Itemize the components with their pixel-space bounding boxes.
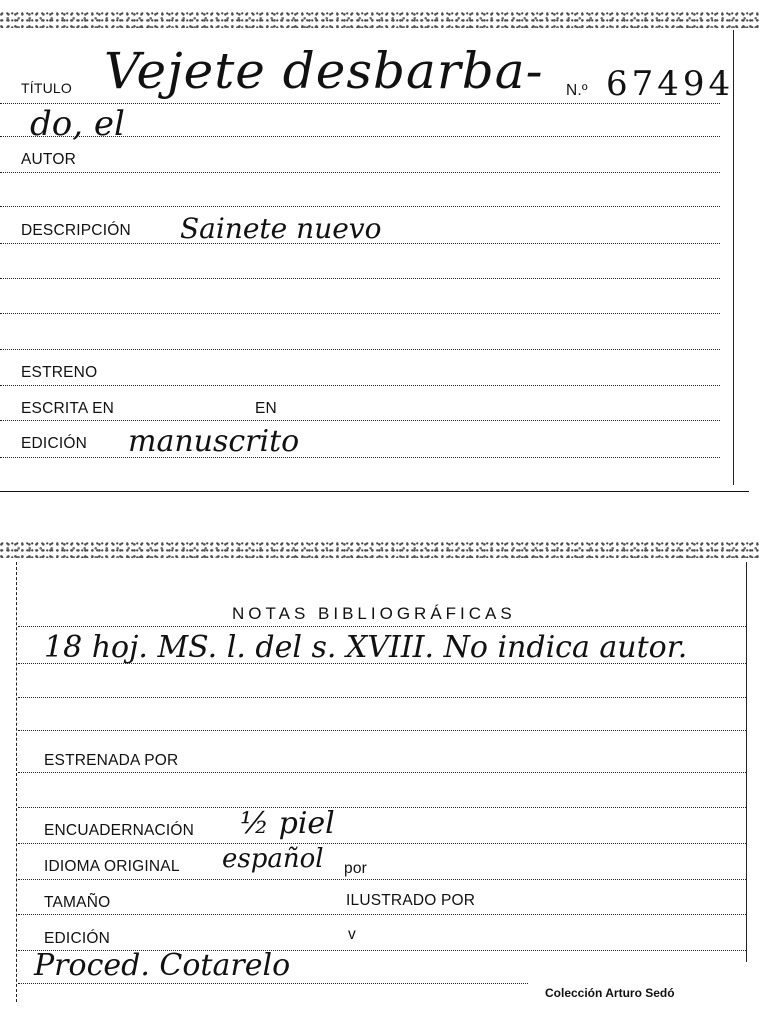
por-label: por bbox=[344, 860, 368, 877]
en-label: EN bbox=[255, 400, 277, 417]
card-bottom-edge bbox=[0, 491, 749, 492]
titulo-handwritten: Vejete desbarba- bbox=[104, 42, 544, 100]
notas-rule-3 bbox=[18, 730, 746, 731]
heading-rule bbox=[18, 626, 746, 627]
torn-edge-top bbox=[0, 12, 759, 28]
encuadernacion-label: ENCUADERNACIÓN bbox=[44, 822, 195, 839]
estrenada-por-label: ESTRENADA POR bbox=[44, 752, 179, 769]
numero-label: N.º bbox=[566, 82, 588, 99]
estrenada-rule bbox=[18, 772, 746, 773]
bottom-catalog-card bbox=[0, 540, 759, 1028]
numero-handwritten: 67494 bbox=[606, 64, 735, 104]
edicion-label: EDICIÓN bbox=[21, 435, 87, 452]
blank-rule-2 bbox=[0, 278, 720, 279]
procedencia-rule bbox=[18, 983, 528, 984]
continuation-rule bbox=[0, 136, 720, 137]
top-catalog-card bbox=[0, 0, 759, 492]
titulo-continuation-handwritten: do, el bbox=[30, 104, 125, 144]
v-label: v bbox=[348, 926, 356, 943]
notas-rule-2 bbox=[18, 697, 746, 698]
ilustrado-por-label: ILUSTRADO POR bbox=[346, 892, 476, 909]
blank-rule-4 bbox=[0, 349, 720, 350]
tamano-label: TAMAÑO bbox=[44, 894, 111, 911]
descripcion-handwritten: Sainete nuevo bbox=[180, 212, 382, 245]
torn-edge-bottom bbox=[0, 542, 759, 558]
blank-rule-5 bbox=[18, 807, 746, 808]
encuadernacion-rule bbox=[18, 843, 746, 844]
escrita-rule bbox=[0, 420, 720, 421]
notas-rule-1 bbox=[18, 663, 746, 664]
estreno-rule bbox=[0, 385, 720, 386]
edicion-rule bbox=[0, 457, 720, 458]
notas-handwritten: 18 hoj. MS. l. del s. XVIII. No indica autor. bbox=[44, 630, 688, 665]
edicion-label-bottom: EDICIÓN bbox=[44, 930, 110, 947]
blank-rule-3 bbox=[0, 313, 720, 314]
idioma-original-label: IDIOMA ORIGINAL bbox=[44, 858, 180, 875]
escrita-en-label: ESCRITA EN bbox=[21, 400, 115, 417]
collection-credit: Colección Arturo Sedó bbox=[545, 986, 675, 1000]
autor-rule bbox=[0, 172, 720, 173]
notas-heading: NOTAS BIBLIOGRÁFICAS bbox=[232, 604, 516, 623]
titulo-label: TÍTULO bbox=[21, 80, 72, 96]
procedencia-handwritten: Proced. Cotarelo bbox=[34, 948, 291, 983]
card-right-edge-bottom bbox=[746, 562, 747, 962]
edicion-handwritten: manuscrito bbox=[128, 424, 300, 459]
tamano-rule bbox=[18, 914, 746, 915]
estreno-label: ESTRENO bbox=[21, 364, 98, 381]
encuadernacion-handwritten: ½ piel bbox=[240, 806, 335, 841]
idioma-rule bbox=[18, 879, 746, 880]
card-left-edge bbox=[16, 562, 17, 1002]
blank-rule-1 bbox=[0, 206, 720, 207]
descripcion-label: DESCRIPCIÓN bbox=[21, 222, 131, 239]
idioma-handwritten: español bbox=[222, 844, 324, 874]
descripcion-rule bbox=[0, 243, 720, 244]
autor-label: AUTOR bbox=[21, 151, 76, 168]
